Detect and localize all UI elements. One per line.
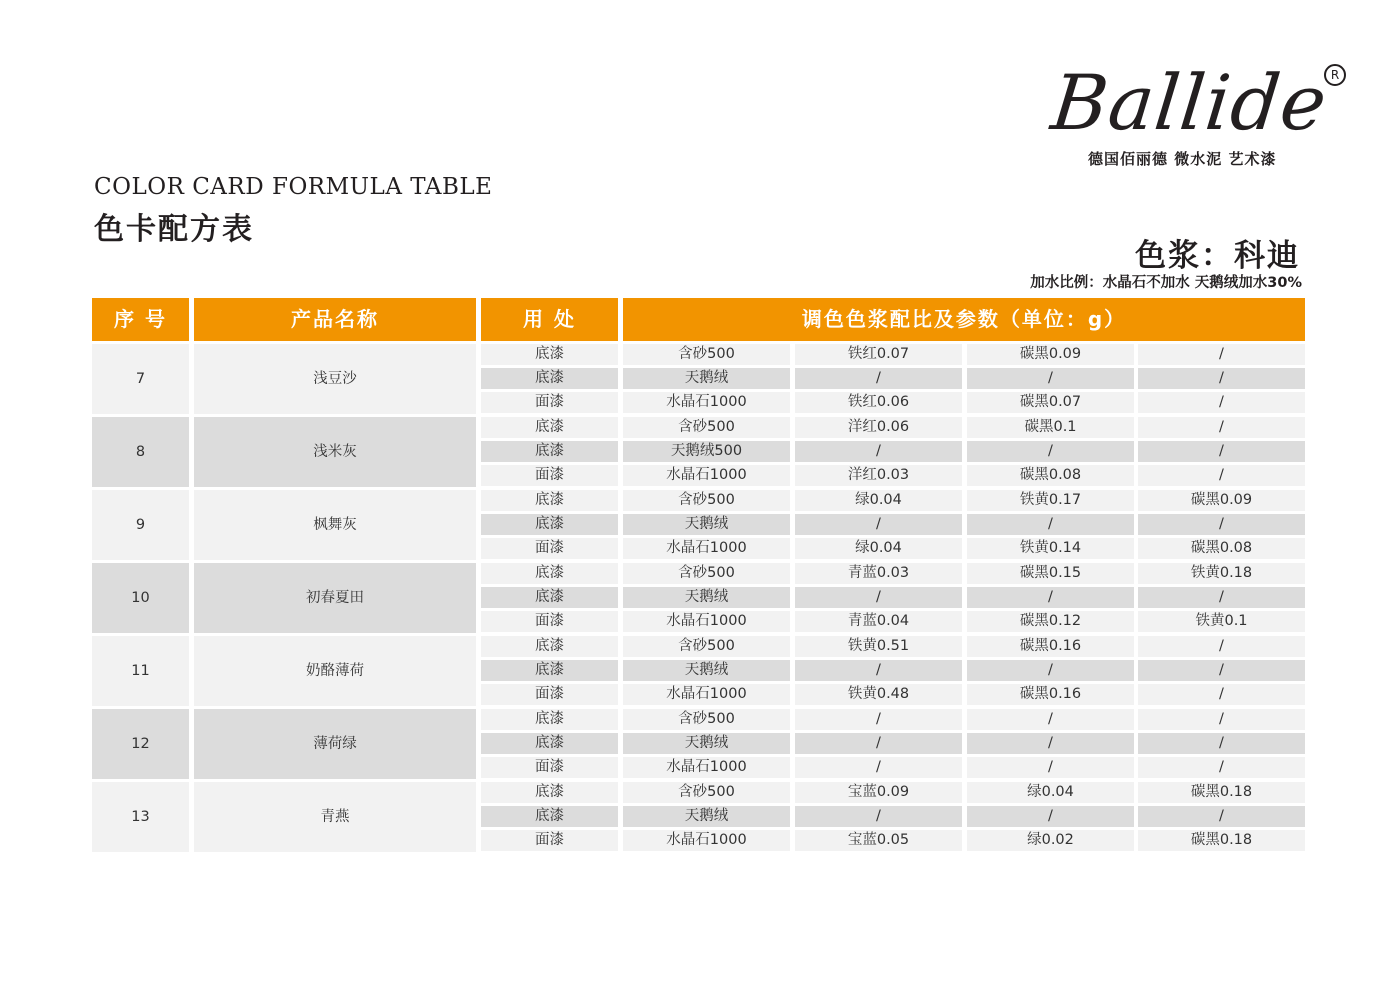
base-material-cell: 含砂500 [623,636,790,657]
base-material-cell: 含砂500 [623,344,790,365]
pigment-3-cell: / [1138,368,1305,389]
product-number: 12 [92,709,189,779]
pigment-2-cell: 铁黄0.17 [967,490,1134,511]
brand-tagline: 德国佰丽德 微水泥 艺术漆 [1088,150,1277,168]
header-usage: 用 处 [481,298,618,341]
pigment-1-cell: / [795,806,962,827]
product-number: 8 [92,417,189,487]
base-material-cell: 天鹅绒 [623,660,790,681]
pigment-2-cell: 碳黑0.1 [967,417,1134,438]
usage-cell: 面漆 [481,392,618,413]
product-group [92,636,1305,706]
pigment-2-cell: 碳黑0.16 [967,636,1134,657]
base-material-cell: 含砂500 [623,490,790,511]
table-row [92,417,1305,438]
pigment-2-cell: 碳黑0.08 [967,465,1134,486]
pigment-1-cell: 宝蓝0.05 [795,830,962,851]
usage-cell: 底漆 [481,368,618,389]
pigment-3-cell: 碳黑0.09 [1138,490,1305,511]
pigment-1-cell: 洋红0.03 [795,465,962,486]
product-group [92,490,1305,560]
usage-cell: 底漆 [481,733,618,754]
base-material-cell: 含砂500 [623,709,790,730]
table-row [92,733,1305,754]
water-ratio-note: 加水比例：水晶石不加水 天鹅绒加水30% [1030,275,1302,291]
table-row [92,830,1305,851]
pigment-3-cell: / [1138,806,1305,827]
usage-cell: 底漆 [481,344,618,365]
table-row [92,441,1305,462]
product-number: 11 [92,636,189,706]
pigment-3-cell: / [1138,684,1305,705]
pigment-1-cell: / [795,587,962,608]
pigment-3-cell: / [1138,441,1305,462]
pigment-2-cell: 铁黄0.14 [967,538,1134,559]
pigment-2-cell: / [967,806,1134,827]
usage-cell: 底漆 [481,441,618,462]
pigment-1-cell: 铁红0.06 [795,392,962,413]
product-group [92,782,1305,852]
table-row [92,514,1305,535]
table-row [92,490,1305,511]
table-row [92,709,1305,730]
usage-cell: 面漆 [481,465,618,486]
pigment-3-cell: 铁黄0.18 [1138,563,1305,584]
table-row [92,782,1305,803]
pigment-1-cell: 青蓝0.04 [795,611,962,632]
pigment-2-cell: 碳黑0.12 [967,611,1134,632]
pigment-1-cell: 铁红0.07 [795,344,962,365]
pigment-1-cell: / [795,733,962,754]
product-group [92,709,1305,779]
header-formula: 调色色浆配比及参数（单位：g） [623,298,1305,341]
base-material-cell: 含砂500 [623,782,790,803]
table-row [92,806,1305,827]
base-material-cell: 含砂500 [623,563,790,584]
usage-cell: 面漆 [481,684,618,705]
pigment-1-cell: / [795,709,962,730]
product-name: 薄荷绿 [194,709,476,779]
registered-mark-icon: R [1324,64,1346,86]
base-material-cell: 天鹅绒 [623,368,790,389]
pigment-2-cell: / [967,660,1134,681]
base-material-cell: 含砂500 [623,417,790,438]
base-material-cell: 水晶石1000 [623,684,790,705]
base-material-cell: 水晶石1000 [623,538,790,559]
pigment-1-cell: / [795,757,962,778]
pigment-3-cell: / [1138,660,1305,681]
pigment-1-cell: 铁黄0.51 [795,636,962,657]
product-name: 初春夏田 [194,563,476,633]
pigment-3-cell: / [1138,709,1305,730]
pigment-1-cell: / [795,441,962,462]
usage-cell: 底漆 [481,782,618,803]
pigment-2-cell: / [967,368,1134,389]
usage-cell: 底漆 [481,490,618,511]
pigment-1-cell: / [795,514,962,535]
base-material-cell: 天鹅绒 [623,514,790,535]
pigment-2-cell: / [967,709,1134,730]
usage-cell: 底漆 [481,587,618,608]
usage-cell: 底漆 [481,709,618,730]
usage-cell: 面漆 [481,830,618,851]
table-row [92,392,1305,413]
pigment-3-cell: 铁黄0.1 [1138,611,1305,632]
header-product-name: 产品名称 [194,298,476,341]
pigment-3-cell: / [1138,344,1305,365]
brand-logo-text: Ballide [1047,58,1332,147]
pigment-3-cell: / [1138,514,1305,535]
pigment-3-cell: / [1138,465,1305,486]
pigment-2-cell: 绿0.04 [967,782,1134,803]
product-number: 9 [92,490,189,560]
usage-cell: 面漆 [481,611,618,632]
usage-cell: 面漆 [481,538,618,559]
table-row [92,587,1305,608]
pigment-2-cell: / [967,587,1134,608]
pigment-2-cell: / [967,733,1134,754]
base-material-cell: 天鹅绒 [623,733,790,754]
pigment-2-cell: 碳黑0.09 [967,344,1134,365]
pigment-3-cell: / [1138,757,1305,778]
product-name: 青燕 [194,782,476,852]
page-title-en: COLOR CARD FORMULA TABLE [94,174,493,200]
table-row [92,636,1305,657]
pigment-3-cell: / [1138,392,1305,413]
table-row [92,684,1305,705]
table-row [92,465,1305,486]
base-material-cell: 水晶石1000 [623,465,790,486]
usage-cell: 面漆 [481,757,618,778]
pigment-2-cell: / [967,514,1134,535]
pigment-2-cell: / [967,441,1134,462]
table-row [92,538,1305,559]
pigment-label: 色浆：科迪 [1135,238,1300,274]
base-material-cell: 天鹅绒500 [623,441,790,462]
table-row [92,344,1305,365]
pigment-1-cell: / [795,368,962,389]
base-material-cell: 天鹅绒 [623,806,790,827]
product-group [92,417,1305,487]
table-row [92,660,1305,681]
base-material-cell: 水晶石1000 [623,611,790,632]
product-name: 浅米灰 [194,417,476,487]
product-group [92,563,1305,633]
table-row [92,757,1305,778]
pigment-1-cell: 青蓝0.03 [795,563,962,584]
pigment-1-cell: 宝蓝0.09 [795,782,962,803]
pigment-1-cell: 铁黄0.48 [795,684,962,705]
base-material-cell: 水晶石1000 [623,830,790,851]
base-material-cell: 天鹅绒 [623,587,790,608]
base-material-cell: 水晶石1000 [623,392,790,413]
pigment-3-cell: / [1138,636,1305,657]
product-name: 枫舞灰 [194,490,476,560]
pigment-3-cell: / [1138,733,1305,754]
pigment-3-cell: 碳黑0.18 [1138,782,1305,803]
usage-cell: 底漆 [481,563,618,584]
product-number: 13 [92,782,189,852]
usage-cell: 底漆 [481,514,618,535]
table-row [92,611,1305,632]
usage-cell: 底漆 [481,806,618,827]
pigment-1-cell: / [795,660,962,681]
product-number: 7 [92,344,189,414]
pigment-3-cell: / [1138,587,1305,608]
pigment-1-cell: 绿0.04 [795,490,962,511]
usage-cell: 底漆 [481,636,618,657]
pigment-1-cell: 洋红0.06 [795,417,962,438]
product-name: 奶酪薄荷 [194,636,476,706]
usage-cell: 底漆 [481,660,618,681]
table-row [92,563,1305,584]
pigment-2-cell: 碳黑0.07 [967,392,1134,413]
pigment-1-cell: 绿0.04 [795,538,962,559]
page-title-cn: 色卡配方表 [94,212,254,247]
product-name: 浅豆沙 [194,344,476,414]
usage-cell: 底漆 [481,417,618,438]
pigment-3-cell: 碳黑0.08 [1138,538,1305,559]
header-number: 序 号 [92,298,189,341]
pigment-3-cell: / [1138,417,1305,438]
table-row [92,368,1305,389]
product-number: 10 [92,563,189,633]
base-material-cell: 水晶石1000 [623,757,790,778]
pigment-2-cell: 绿0.02 [967,830,1134,851]
brand-logo [1040,58,1360,170]
pigment-2-cell: / [967,757,1134,778]
product-group [92,344,1305,414]
pigment-2-cell: 碳黑0.16 [967,684,1134,705]
pigment-3-cell: 碳黑0.18 [1138,830,1305,851]
pigment-2-cell: 碳黑0.15 [967,563,1134,584]
